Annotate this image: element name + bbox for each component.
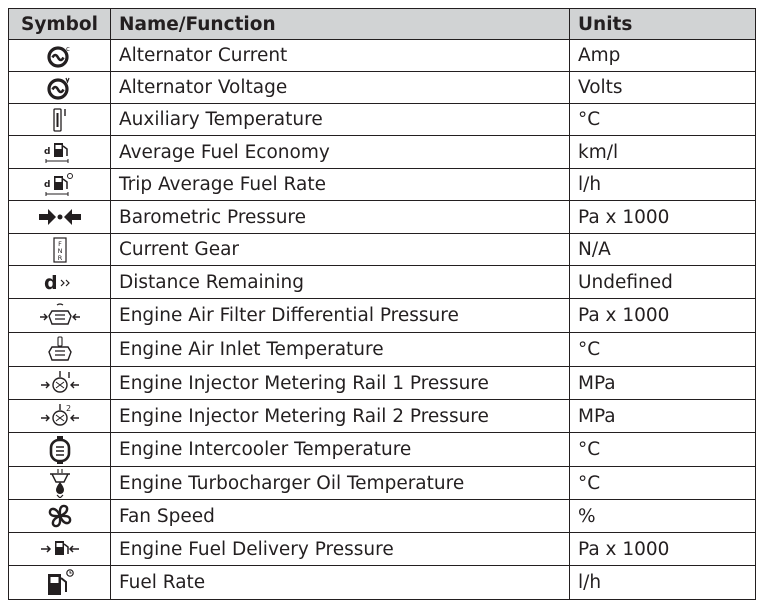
symbol-cell xyxy=(9,234,111,266)
table-row xyxy=(9,467,756,500)
table-row xyxy=(9,500,756,533)
average-fuel-economy-icon xyxy=(44,139,76,165)
table-row xyxy=(9,299,756,333)
symbol-cell xyxy=(9,500,111,533)
symbol-cell xyxy=(9,136,111,169)
header-name: Name/Function xyxy=(111,9,570,40)
units-cell: °C xyxy=(570,333,756,367)
table-row xyxy=(9,136,756,169)
header-units: Units xyxy=(570,9,756,40)
symbol-cell xyxy=(9,104,111,136)
name-cell: Barometric Pressure xyxy=(111,201,570,234)
units-cell: Pa x 1000 xyxy=(570,299,756,333)
svg-text:d: d xyxy=(43,179,50,190)
name-cell: Alternator Current xyxy=(111,40,570,72)
current-gear-icon xyxy=(53,237,67,263)
intercooler-temperature-icon xyxy=(48,435,72,465)
turbocharger-oil-temperature-icon xyxy=(46,468,74,498)
symbol-cell xyxy=(9,266,111,299)
name-cell: Engine Turbocharger Oil Temperature xyxy=(111,467,570,500)
svg-text:F: F xyxy=(57,239,62,248)
name-cell: Current Gear xyxy=(111,234,570,266)
svg-text:R: R xyxy=(57,253,62,262)
units-cell: l/h xyxy=(570,566,756,600)
units-cell: km/l xyxy=(570,136,756,169)
name-cell: Fan Speed xyxy=(111,500,570,533)
name-cell: Trip Average Fuel Rate xyxy=(111,169,570,201)
trip-average-fuel-rate-icon xyxy=(44,172,76,198)
table-row xyxy=(9,266,756,299)
table-row xyxy=(9,169,756,201)
symbol-cell xyxy=(9,367,111,400)
fan-speed-icon xyxy=(46,502,74,530)
distance-remaining-icon xyxy=(43,270,77,294)
svg-text:d: d xyxy=(43,272,58,294)
symbol-cell xyxy=(9,299,111,333)
fuel-delivery-pressure-icon xyxy=(41,537,79,561)
units-cell: Pa x 1000 xyxy=(570,201,756,234)
symbol-cell xyxy=(9,433,111,467)
svg-text:d: d xyxy=(43,147,50,157)
units-cell: Volts xyxy=(570,72,756,104)
name-cell: Engine Intercooler Temperature xyxy=(111,433,570,467)
symbol-cell xyxy=(9,333,111,367)
units-cell: °C xyxy=(570,433,756,467)
table-row xyxy=(9,533,756,566)
injector-rail-1-icon xyxy=(41,369,79,397)
units-cell: l/h xyxy=(570,169,756,201)
barometric-pressure-icon xyxy=(38,206,82,228)
units-cell: °C xyxy=(570,467,756,500)
units-cell: MPa xyxy=(570,400,756,433)
table-row xyxy=(9,367,756,400)
units-cell: % xyxy=(570,500,756,533)
fuel-rate-icon xyxy=(44,568,76,598)
units-cell: Pa x 1000 xyxy=(570,533,756,566)
symbol-cell xyxy=(9,533,111,566)
symbol-cell xyxy=(9,72,111,104)
name-cell: Fuel Rate xyxy=(111,566,570,600)
table-row xyxy=(9,40,756,72)
units-cell: Amp xyxy=(570,40,756,72)
symbol-cell xyxy=(9,467,111,500)
svg-text:c: c xyxy=(65,44,70,53)
table-row xyxy=(9,400,756,433)
table-body xyxy=(9,40,756,600)
name-cell: Engine Fuel Delivery Pressure xyxy=(111,533,570,566)
name-cell: Engine Air Inlet Temperature xyxy=(111,333,570,367)
name-cell: Alternator Voltage xyxy=(111,72,570,104)
injector-rail-2-icon xyxy=(41,402,79,430)
header-symbol: Symbol xyxy=(9,9,111,40)
symbol-cell xyxy=(9,201,111,234)
table-row xyxy=(9,72,756,104)
symbol-cell xyxy=(9,40,111,72)
name-cell: Engine Injector Metering Rail 1 Pressure xyxy=(111,367,570,400)
name-cell: Engine Injector Metering Rail 2 Pressure xyxy=(111,400,570,433)
auxiliary-temperature-icon xyxy=(51,107,69,133)
symbol-cell xyxy=(9,566,111,600)
units-cell: Undefined xyxy=(570,266,756,299)
svg-text:2: 2 xyxy=(65,404,71,413)
table-row xyxy=(9,201,756,234)
units-cell: N/A xyxy=(570,234,756,266)
symbol-cell xyxy=(9,169,111,201)
table-row xyxy=(9,104,756,136)
name-cell: Average Fuel Economy xyxy=(111,136,570,169)
units-cell: °C xyxy=(570,104,756,136)
name-cell: Engine Air Filter Differential Pressure xyxy=(111,299,570,333)
name-cell: Auxiliary Temperature xyxy=(111,104,570,136)
svg-text:N: N xyxy=(57,246,62,255)
alternator-current-icon xyxy=(45,43,75,69)
units-cell: MPa xyxy=(570,367,756,400)
table-row xyxy=(9,566,756,600)
table-row xyxy=(9,234,756,266)
symbols-table xyxy=(8,8,756,600)
header-row xyxy=(9,9,756,40)
name-cell: Distance Remaining xyxy=(111,266,570,299)
table-row xyxy=(9,333,756,367)
air-filter-pressure-icon xyxy=(40,302,80,330)
air-inlet-temperature-icon xyxy=(45,336,75,364)
table-row xyxy=(9,433,756,467)
symbol-cell xyxy=(9,400,111,433)
alternator-voltage-icon xyxy=(45,75,75,101)
